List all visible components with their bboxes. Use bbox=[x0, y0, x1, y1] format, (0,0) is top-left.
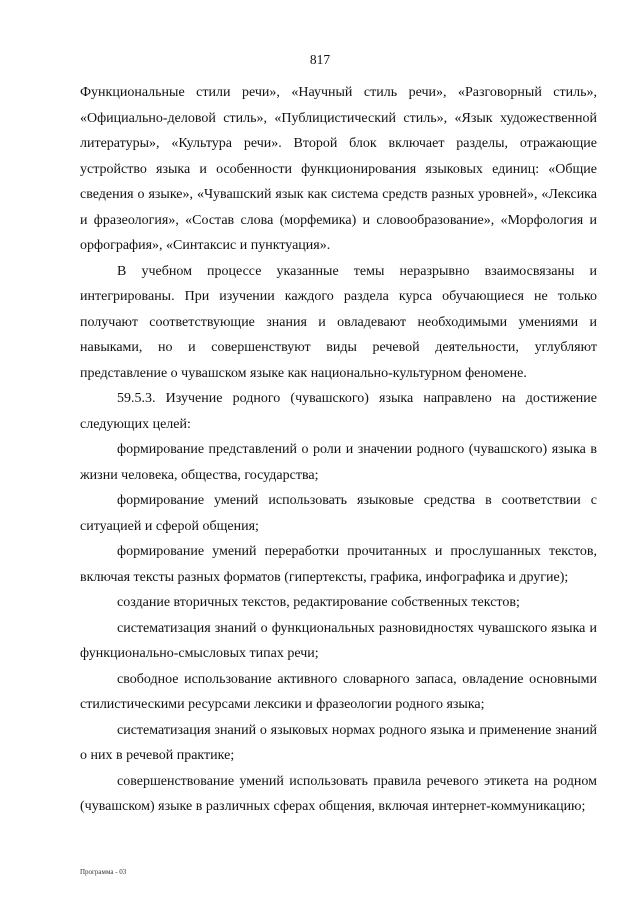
goal-item: создание вторичных текстов, редактирование собственных текстов; bbox=[117, 595, 520, 610]
paragraph-styles-continuation: Функциональные стили речи», «Научный стиль речи», «Разговорный стиль», «Официально-деловой стиль», «Публицистический стиль», «Язык художественной литературы», «Культура речи». Второй блок включает разделы, отражающие устройство языка и особенности функционирования языковых единиц: «Общие сведения о языке», «Чувашский язык как система средств разных уровней», «Лексика и фразеология», «Состав слова (морфемика) и словообразование», «Морфология и орфография», «Синтаксис и пунктуация». bbox=[80, 85, 597, 253]
goal-item: совершенствование умений использовать правила речевого этикета на родном (чувашском) языке в различных сферах общения, включая интернет-коммуникацию; bbox=[80, 773, 597, 814]
goal-item: формирование представлений о роли и значении родного (чувашского) языка в жизни человека, общества, государства; bbox=[80, 442, 597, 483]
paragraph-goals-intro: 59.5.3. Изучение родного (чувашского) языка направлено на достижение следующих целей: bbox=[80, 391, 597, 432]
goal-item: формирование умений использовать языковые средства в соответствии с ситуацией и сферой общения; bbox=[80, 493, 597, 534]
paragraph-integration: В учебном процессе указанные темы неразрывно взаимосвязаны и интегрированы. При изучении каждого раздела курса обучающиеся не только получают соответствующие знания и овладевают необходимыми умениями и навыками, но и совершенствуют виды речевой деятельности, углубляют представление о чувашском языке как национально-культурном феномене. bbox=[80, 263, 597, 381]
goal-item: систематизация знаний о языковых нормах родного языка и применение знаний о них в речевой практике; bbox=[80, 722, 597, 763]
page-number: 817 bbox=[309, 52, 331, 67]
body-text bbox=[80, 80, 597, 820]
goal-item: свободное использование активного словарного запаса, овладение основными стилистическими ресурсами лексики и фразеологии родного языка; bbox=[80, 671, 597, 712]
page-footer: Программа - 03 bbox=[80, 868, 127, 876]
goal-item: систематизация знаний о функциональных разновидностях чувашского языка и функционально-смысловых типах речи; bbox=[80, 620, 597, 661]
goal-item: формирование умений переработки прочитанных и прослушанных текстов, включая тексты разных форматов (гипертексты, графика, инфографика и другие); bbox=[80, 544, 597, 585]
